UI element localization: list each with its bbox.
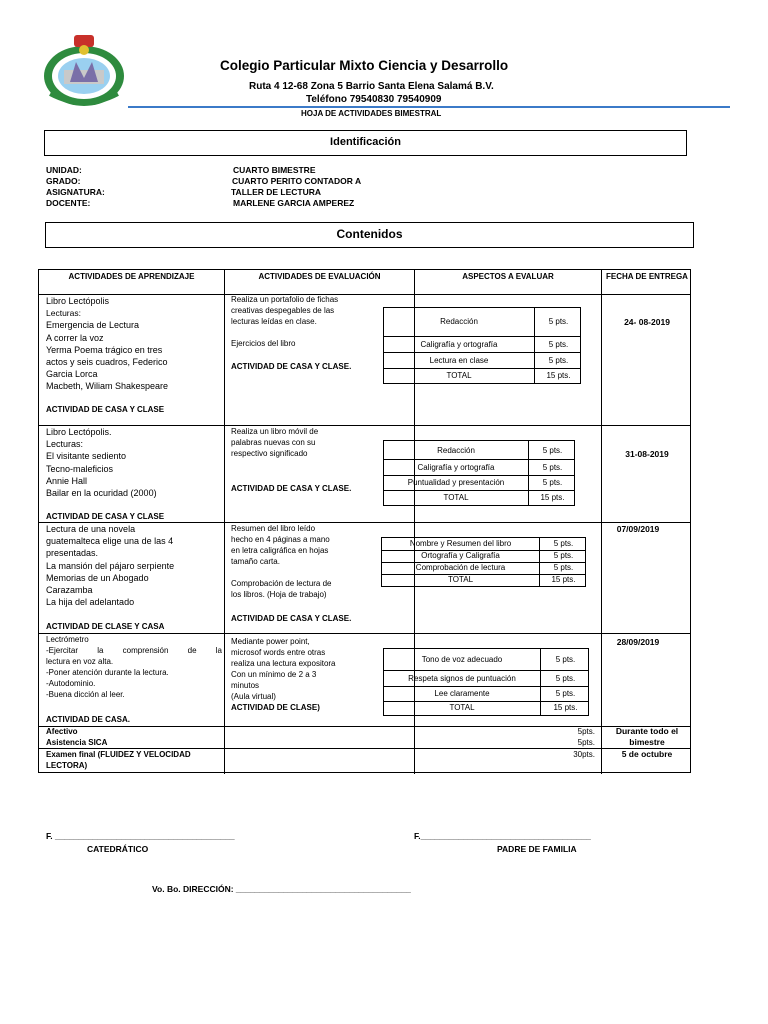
header-aspects: ASPECTOS A EVALUAR [462,272,554,281]
row0-aspects: Redacción 5 pts. Caligrafía y ortografía 5 pts. Lectura en clase 5 pts. TOTAL 15 pts. [383,307,581,384]
row3-aspects: Tono de voz adecuado 5 pts. Respeta signos de puntuación 5 pts. Lee claramente 5 pts. TOTAL 15 pts. [383,648,589,716]
ident-label-1: GRADO: [46,176,81,186]
row2-learning: Lectura de una novela guatemalteca elige una de las 4 presentadas. La mansión del pájaro serpiente Memorias de un Abogado Carazamba La hija del adelantado [46,524,175,608]
sheet-title: HOJA DE ACTIVIDADES BIMESTRAL [301,109,442,118]
row2-evaluation-note: ACTIVIDAD DE CASA Y CLASE. [231,614,352,623]
row1-learning: Libro Lectópolis. Lecturas: El visitante sediento Tecno-maleficios Annie Hall Bailar en la ocuridad (2000) [46,427,157,499]
extra1-date: 5 de octubre [621,749,673,759]
activities-table [38,269,691,773]
row1-evaluation-note: ACTIVIDAD DE CASA Y CLASE. [231,484,352,493]
row3-date: 28/09/2019 [616,637,660,647]
row0-learning-note: ACTIVIDAD DE CASA Y CLASE [46,405,165,414]
ident-label-2: ASIGNATURA: [46,187,105,197]
school-address: Ruta 4 12-68 Zona 5 Barrio Santa Elena Salamá B.V. [249,81,494,92]
extra1-labels: Examen final (FLUIDEZ Y VELOCIDAD LECTORA) [46,750,191,770]
identification-title: Identificación [44,130,687,156]
row1-evaluation: Realiza un libro móvil de palabras nuevas con su respectivo significado [231,427,319,458]
header-date: FECHA DE ENTREGA [606,272,688,281]
teacher-label: CATEDRÁTICO [87,844,149,854]
row3-learning: Lectrómetro -Ejercitar la comprensión de la lectura en voz alta. -Poner atención durante la lectura. -Autodominio. -Buena dicción al leer. [46,635,222,699]
row1-learning-note: ACTIVIDAD DE CASA Y CLASE [46,512,165,521]
row2-date: 07/09/2019 [616,524,660,534]
ident-label-0: UNIDAD: [46,165,82,175]
row0-learning: Libro Lectópolis Lecturas: Emergencia de Lectura A correr la voz Yerma Poema trágico en tres actos y seis cuadros, Federico Garcia Lorca Macbeth, Wiliam Shakespeare [46,296,169,392]
ident-label-3: DOCENTE: [46,198,91,208]
extra1-pts: 30pts. [573,750,595,759]
row2-aspects: Nombre y Resumen del libro 5 pts. Ortografía y Caligrafía 5 pts. Comprobación de lectura 5 pts. TOTAL 15 pts. [381,537,586,587]
row0-evaluation: Realiza un portafolio de fichas creativas despegables de las lecturas leídas en clase. Ejercicios del libro [231,295,339,348]
ident-value-3: MARLENE GARCIA AMPEREZ [233,198,355,208]
parent-signature-line: F.____________________________________ [414,831,591,841]
school-name: Colegio Particular Mixto Ciencia y Desarrollo [220,58,509,73]
row0-date: 24- 08-2019 [624,317,670,327]
row1-date: 31-08-2019 [625,449,669,459]
row2-learning-note: ACTIVIDAD DE CLASE Y CASA [46,622,165,631]
extra0-date: Durante todo el bimestre [615,726,679,747]
parent-label: PADRE DE FAMILIA [497,844,577,854]
header-rule [128,106,730,108]
ident-value-0: CUARTO BIMESTRE [233,165,316,175]
header-evaluation: ACTIVIDADES DE EVALUACIÓN [258,272,381,281]
header-learning: ACTIVIDADES DE APRENDIZAJE [68,272,195,281]
row2-evaluation: Resumen del libro leído hecho en 4 páginas a mano en letra caligráfica en hojas tamaño carta. Comprobación de lectura de los libros. (Hoja de trabajo) [231,524,332,599]
row3-learning-note: ACTIVIDAD DE CASA. [46,715,131,724]
row1-aspects: Redacción 5 pts. Caligrafía y ortografía 5 pts. Puntualidad y presentación 5 pts. TOTAL 15 pts. [383,440,575,506]
director-signature-line: Vo. Bo. DIRECCIÓN: _____________________________________ [152,884,411,894]
extra0-pts: 5pts. 5pts. [577,727,595,747]
extra0-labels: Afectivo Asistencia SICA [46,727,108,747]
school-logo [40,32,128,108]
row0-evaluation-note: ACTIVIDAD DE CASA Y CLASE. [231,362,352,371]
ident-value-2: TALLER DE LECTURA [231,187,322,197]
row3-evaluation: Mediante power point, microsof words entre otras realiza una lectura expositora Con un mínimo de 2 a 3 minutos (Aula virtual) [231,637,336,701]
school-phone: Teléfono 79540830 79540909 [306,94,442,105]
ident-value-1: CUARTO PERITO CONTADOR A [232,176,362,186]
contents-title: Contenidos [45,222,694,248]
row3-evaluation-note: ACTIVIDAD DE CLASE) [231,703,320,712]
teacher-signature-line: F. ______________________________________ [46,831,235,841]
